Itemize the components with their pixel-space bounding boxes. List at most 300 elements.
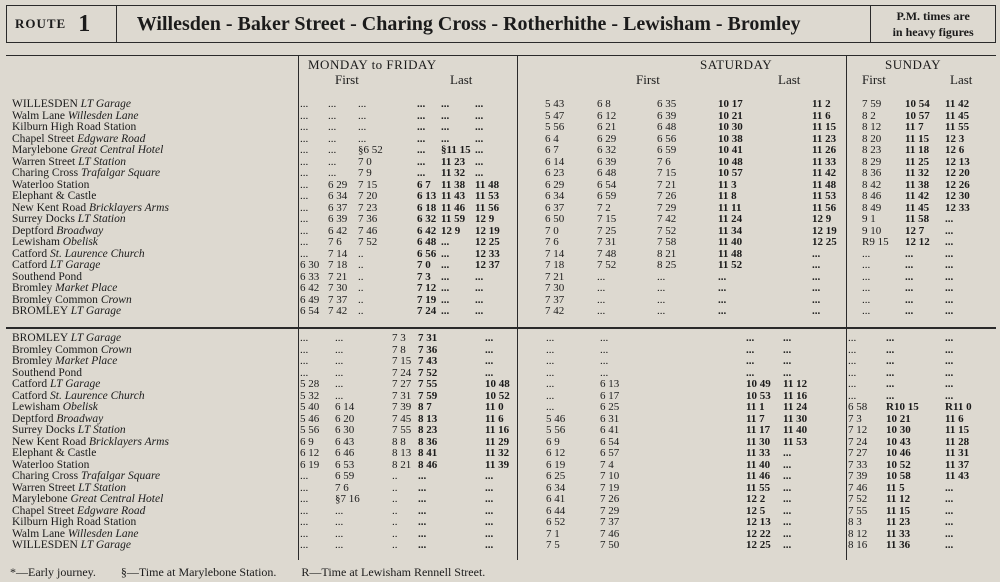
- time-cell: 6 33: [300, 270, 320, 283]
- time-cell: 12 9: [812, 213, 832, 225]
- stop-name-main: Warren Street: [12, 155, 79, 168]
- time-cell: 8 23: [418, 424, 438, 436]
- stop-name-detail: LT Station: [78, 155, 126, 168]
- time-cell: ...: [335, 516, 344, 528]
- time-cell: 11 36: [886, 539, 911, 551]
- time-cell: 7 0: [417, 259, 431, 271]
- time-cell: ...: [418, 493, 427, 505]
- time-column: [597, 99, 616, 318]
- time-cell: 8 36: [862, 167, 882, 179]
- time-cell: 8 3: [848, 516, 862, 528]
- time-column: [392, 333, 411, 552]
- time-cell: 6 39: [328, 213, 348, 225]
- time-cell: 6 30: [335, 424, 355, 436]
- time-cell: ...: [300, 366, 309, 379]
- time-cell: 6 58: [848, 401, 868, 413]
- time-cell: 7 33: [848, 458, 868, 471]
- time-cell: 11 46: [441, 201, 466, 214]
- time-cell: ...: [848, 389, 857, 402]
- time-cell: 6 39: [597, 155, 617, 168]
- time-cell: 10 43: [886, 435, 911, 448]
- time-cell: 6 34: [546, 481, 566, 494]
- time-cell: 11 48: [812, 178, 837, 191]
- time-cell: 7 25: [597, 224, 617, 237]
- time-cell: 7 27: [848, 447, 868, 459]
- time-column: [441, 99, 471, 318]
- stop-name-detail: LT Station: [77, 213, 126, 225]
- time-cell: 7 52: [657, 224, 677, 237]
- time-cell: 7 0: [545, 224, 559, 237]
- time-cell: ...: [475, 144, 484, 156]
- time-cell: ...: [300, 470, 309, 482]
- time-cell: ...: [597, 282, 606, 294]
- time-cell: ...: [300, 343, 309, 356]
- route-box: [7, 6, 117, 42]
- footnote-marylebone: §—Time at Marylebone Station.: [120, 565, 277, 579]
- time-cell: ...: [945, 366, 954, 379]
- time-cell: ...: [718, 305, 727, 317]
- time-cell: 6 48: [417, 236, 437, 248]
- time-cell: 10 52: [485, 389, 510, 402]
- time-cell: 7 48: [597, 247, 617, 260]
- time-cell: ...: [862, 282, 871, 294]
- time-cell: 7 45: [392, 412, 412, 425]
- stop-name-main: BROMLEY: [12, 332, 71, 344]
- time-cell: ...: [783, 447, 792, 459]
- time-cell: 5 28: [300, 378, 320, 390]
- time-cell: 12 7: [905, 224, 925, 237]
- time-column: [945, 333, 972, 552]
- time-cell: ...: [862, 247, 871, 260]
- time-cell: 6 19: [546, 458, 566, 471]
- time-cell: 11 55: [945, 121, 970, 133]
- time-cell: 11 34: [718, 224, 743, 237]
- stop-name-detail: Great Central Hotel: [70, 144, 164, 156]
- time-cell: 10 58: [886, 470, 911, 482]
- time-cell: ..: [392, 470, 398, 482]
- time-cell: 7 14: [545, 247, 565, 260]
- time-cell: 6 54: [600, 435, 620, 448]
- time-cell: ...: [417, 155, 426, 168]
- time-column: [546, 333, 565, 552]
- time-cell: 12 13: [746, 516, 771, 528]
- time-cell: ...: [485, 343, 494, 356]
- stop-name-main: Lewisham: [12, 401, 63, 413]
- stop-name-detail: LT Garage: [80, 98, 132, 110]
- time-cell: ...: [812, 293, 821, 306]
- time-cell: ...: [475, 98, 484, 110]
- time-cell: ...: [358, 98, 367, 110]
- time-cell: 6 42: [417, 224, 437, 237]
- pm-note: [870, 6, 995, 42]
- time-cell: ...: [848, 343, 857, 356]
- time-cell: 10 38: [718, 132, 743, 145]
- time-cell: 11 46: [746, 470, 771, 482]
- time-cell: 6 50: [545, 213, 565, 225]
- stop-name-detail: Market Place: [55, 355, 118, 367]
- time-cell: 11 38: [905, 178, 930, 191]
- time-cell: 6 17: [600, 389, 620, 402]
- time-cell: 6 56: [417, 247, 437, 260]
- time-cell: ...: [812, 259, 821, 271]
- time-cell: 6 49: [300, 293, 320, 306]
- time-cell: 7 27: [392, 378, 412, 390]
- time-cell: ..: [392, 493, 398, 505]
- time-cell: ...: [546, 343, 555, 356]
- time-cell: 11 6: [485, 412, 504, 425]
- time-cell: ...: [417, 167, 426, 179]
- time-cell: 8 12: [862, 121, 882, 133]
- time-cell: §7 16: [335, 493, 360, 505]
- stop-name-detail: Crown: [100, 343, 132, 356]
- time-cell: 7 3: [392, 332, 406, 344]
- time-cell: 6 29: [545, 178, 565, 191]
- time-cell: 7 36: [358, 213, 378, 225]
- time-cell: 7 14: [328, 247, 348, 260]
- time-cell: ...: [783, 332, 792, 344]
- time-cell: 11 18: [905, 144, 930, 156]
- time-cell: 7 31: [418, 332, 438, 344]
- time-cell: 9 1: [862, 213, 876, 225]
- heading-sun-last: Last: [950, 72, 973, 87]
- time-cell: 11 39: [485, 458, 510, 471]
- stop-name-main: Charing Cross: [12, 167, 81, 179]
- time-cell: 8 20: [862, 132, 882, 145]
- time-column: [848, 333, 867, 552]
- time-cell: 7 42: [545, 305, 565, 317]
- time-cell: 6 42: [300, 282, 320, 294]
- time-cell: 6 9: [546, 435, 560, 448]
- time-cell: 12 25: [746, 539, 771, 551]
- time-cell: ...: [300, 504, 309, 517]
- time-cell: 11 3: [718, 178, 737, 191]
- time-cell: 7 46: [848, 481, 868, 494]
- time-cell: 11 37: [945, 458, 970, 471]
- divider-stops: [298, 55, 299, 560]
- time-cell: 11 2: [812, 98, 831, 110]
- stop-name-detail: Trafalgar Square: [81, 167, 161, 179]
- time-cell: ...: [546, 378, 555, 390]
- time-cell: 10 46: [886, 447, 911, 459]
- time-cell: ...: [945, 516, 954, 528]
- time-cell: 7 12: [848, 424, 868, 436]
- time-cell: ...: [441, 282, 450, 294]
- time-cell: ...: [418, 516, 427, 528]
- time-cell: ...: [300, 224, 309, 237]
- time-cell: 10 57: [718, 167, 743, 179]
- time-cell: ...: [945, 332, 954, 344]
- time-cell: 11 7: [746, 412, 765, 425]
- time-cell: 12 19: [475, 224, 500, 237]
- inbound-stop-list: [12, 333, 169, 552]
- time-cell: 7 15: [657, 167, 677, 179]
- time-cell: ...: [945, 259, 954, 271]
- heading-sat-last: Last: [778, 72, 801, 87]
- time-cell: ..: [358, 282, 364, 294]
- time-cell: 10 21: [718, 109, 743, 122]
- time-cell: ...: [441, 121, 450, 133]
- time-cell: 8 7: [418, 401, 432, 413]
- time-cell: 7 19: [417, 293, 437, 306]
- time-cell: 10 21: [886, 412, 911, 425]
- time-cell: 7 5: [546, 539, 560, 551]
- time-cell: 8 41: [418, 447, 438, 459]
- time-cell: 7 43: [418, 355, 438, 367]
- time-cell: 6 29: [597, 132, 617, 145]
- time-cell: ...: [300, 201, 309, 214]
- stop-name-detail: Trafalgar Square: [81, 470, 161, 482]
- time-cell: ...: [485, 504, 494, 517]
- time-cell: ..: [358, 247, 364, 260]
- time-cell: ..: [392, 516, 398, 528]
- time-cell: 5 46: [546, 412, 566, 425]
- time-cell: ...: [718, 270, 727, 283]
- time-cell: 8 46: [418, 458, 438, 471]
- time-cell: ...: [475, 270, 484, 283]
- stop-name-detail: Obelisk: [62, 236, 98, 248]
- stop-name-main: Marylebone: [12, 493, 71, 505]
- time-cell: 7 19: [600, 481, 620, 494]
- stop-name-main: Kilburn High Road Station: [12, 516, 137, 528]
- time-cell: ...: [441, 305, 450, 317]
- time-cell: R9 15: [862, 236, 889, 248]
- time-cell: ...: [597, 305, 606, 317]
- time-cell: ...: [848, 366, 857, 379]
- time-cell: 6 34: [545, 190, 565, 202]
- time-cell: 6 46: [335, 447, 355, 459]
- time-cell: 11 42: [812, 167, 837, 179]
- time-cell: ...: [945, 355, 954, 367]
- time-cell: ...: [783, 493, 792, 505]
- time-cell: 11 32: [485, 447, 510, 459]
- time-cell: 7 52: [597, 259, 617, 271]
- stop-name-main: Surrey Docks: [12, 213, 78, 225]
- time-cell: ...: [746, 343, 755, 356]
- time-column: [335, 333, 360, 552]
- time-cell: ...: [328, 167, 337, 179]
- time-cell: 7 55: [848, 504, 868, 517]
- time-cell: 7 21: [545, 270, 565, 283]
- stop-name-detail: Willesden Lane: [67, 527, 139, 540]
- time-cell: 6 7: [417, 178, 431, 191]
- footnotes: [10, 565, 507, 580]
- stop-name-detail: LT Station: [77, 424, 126, 436]
- time-cell: 6 54: [597, 178, 617, 191]
- time-cell: 8 12: [848, 527, 868, 540]
- time-cell: 6 25: [600, 401, 620, 413]
- direction-divider: [6, 327, 996, 329]
- time-cell: 10 49: [746, 378, 771, 390]
- time-cell: 7 31: [392, 389, 412, 402]
- time-cell: 6 25: [546, 470, 566, 482]
- stop-name-detail: LT Garage: [70, 332, 122, 344]
- time-cell: 11 29: [485, 435, 510, 448]
- time-cell: 6 53: [335, 458, 355, 471]
- time-cell: 11 23: [812, 132, 837, 145]
- time-cell: 6 14: [545, 155, 565, 168]
- stop-name-main: WILLESDEN: [12, 539, 81, 551]
- time-cell: 11 11: [718, 201, 742, 214]
- stop-name-main: New Kent Road: [12, 435, 89, 448]
- time-cell: ...: [441, 270, 450, 283]
- time-cell: 11 32: [905, 167, 930, 179]
- time-cell: 12 37: [475, 259, 500, 271]
- time-cell: ...: [886, 332, 895, 344]
- stop-name-main: Bromley: [12, 282, 56, 294]
- time-cell: §6 52: [358, 144, 383, 156]
- time-cell: 8 46: [862, 190, 882, 202]
- time-cell: 5 43: [545, 98, 565, 110]
- time-cell: 11 53: [475, 190, 500, 202]
- time-cell: 7 6: [335, 481, 349, 494]
- divider-sat: [846, 55, 847, 560]
- time-cell: 6 43: [335, 435, 355, 448]
- stop-name-detail: Bricklayers Arms: [88, 201, 169, 214]
- time-cell: ...: [441, 236, 450, 248]
- time-cell: ...: [335, 539, 344, 551]
- time-cell: 7 24: [392, 366, 412, 379]
- time-cell: 12 12: [905, 236, 930, 248]
- time-cell: 10 30: [718, 121, 743, 133]
- time-cell: 6 4: [545, 132, 559, 145]
- time-cell: ...: [812, 270, 821, 283]
- time-cell: R10 15: [886, 401, 919, 413]
- time-cell: 7 46: [358, 224, 378, 237]
- time-cell: 7 29: [657, 201, 677, 214]
- time-cell: 11 55: [746, 481, 771, 494]
- time-cell: ...: [848, 355, 857, 367]
- pm-note-line-1: P.M. times are: [896, 9, 970, 23]
- time-cell: 7 18: [545, 259, 565, 271]
- time-cell: 5 56: [545, 121, 565, 133]
- stop-name-main: Waterloo Station: [12, 458, 90, 471]
- time-cell: 7 15: [597, 213, 617, 225]
- time-cell: ..: [392, 539, 398, 551]
- time-cell: ...: [905, 282, 914, 294]
- stop-name-main: Elephant & Castle: [12, 447, 97, 459]
- time-cell: ...: [597, 293, 606, 306]
- time-cell: 7 26: [600, 493, 620, 505]
- time-cell: 7 55: [392, 424, 412, 436]
- time-cell: ...: [546, 332, 555, 344]
- stop-name-detail: Willesden Lane: [67, 109, 139, 122]
- time-cell: 7 55: [418, 378, 438, 390]
- time-cell: ...: [300, 527, 309, 540]
- time-cell: 7 39: [392, 401, 412, 413]
- time-cell: 6 8: [597, 98, 611, 110]
- stop-name-main: Catford: [12, 259, 51, 271]
- time-cell: ...: [328, 121, 337, 133]
- time-cell: 11 48: [718, 247, 743, 260]
- time-cell: 6 41: [600, 424, 620, 436]
- time-column: [485, 333, 510, 552]
- time-cell: ...: [475, 109, 484, 122]
- route-label: ROUTE: [15, 16, 67, 31]
- time-cell: ...: [417, 109, 426, 122]
- time-cell: ...: [886, 355, 895, 367]
- time-cell: 7 37: [600, 516, 620, 528]
- time-cell: ...: [358, 121, 367, 133]
- time-cell: ...: [418, 481, 427, 494]
- time-cell: 11 56: [812, 201, 837, 214]
- time-cell: 6 48: [597, 167, 617, 179]
- time-cell: 7 59: [862, 98, 882, 110]
- time-cell: 7 46: [600, 527, 620, 540]
- time-cell: 8 16: [848, 539, 868, 551]
- time-cell: 7 31: [597, 236, 617, 248]
- time-cell: 11 6: [945, 412, 964, 425]
- time-cell: 7 24: [417, 305, 437, 317]
- stop-name-detail: Broadway: [56, 412, 104, 425]
- time-cell: 12 25: [812, 236, 837, 248]
- time-cell: 11 0: [485, 401, 504, 413]
- time-cell: 7 26: [657, 190, 677, 202]
- time-cell: ...: [783, 355, 792, 367]
- time-cell: 11 45: [945, 109, 970, 122]
- time-cell: ...: [418, 504, 427, 517]
- time-cell: 6 42: [328, 224, 348, 237]
- time-cell: 11 25: [905, 155, 930, 168]
- time-cell: 8 25: [657, 259, 677, 271]
- time-cell: ..: [358, 259, 364, 271]
- time-cell: ..: [358, 270, 364, 283]
- stop-name-detail: LT Garage: [50, 259, 101, 271]
- stop-name: [12, 306, 169, 318]
- time-cell: ...: [441, 293, 450, 306]
- time-cell: ...: [546, 389, 555, 402]
- divider-mf: [517, 55, 518, 560]
- time-cell: 11 15: [886, 504, 911, 517]
- heading-mf-first: First: [335, 72, 359, 87]
- time-cell: 7 21: [657, 178, 677, 191]
- time-cell: 11 33: [886, 527, 911, 540]
- time-cell: ..: [358, 305, 364, 317]
- time-cell: 12 26: [945, 178, 970, 191]
- time-cell: 6 13: [600, 378, 620, 390]
- time-column: [417, 99, 436, 318]
- stop-name-detail: Market Place: [55, 282, 118, 294]
- stop-name-main: Lewisham: [12, 236, 63, 248]
- time-cell: 12 20: [945, 167, 970, 179]
- time-cell: 11 24: [718, 213, 743, 225]
- stop-name-detail: Great Central Hotel: [70, 493, 164, 505]
- time-cell: 6 9: [300, 435, 314, 448]
- time-cell: ...: [485, 493, 494, 505]
- time-cell: ..: [358, 293, 364, 306]
- time-cell: 6 19: [300, 458, 320, 471]
- time-cell: 11 43: [945, 470, 970, 482]
- time-cell: 7 15: [358, 178, 378, 191]
- time-cell: 11 12: [886, 493, 911, 505]
- time-cell: ...: [718, 282, 727, 294]
- heading-sun-first: First: [862, 72, 886, 87]
- time-cell: 8 42: [862, 178, 882, 191]
- stop-name-main: Walm Lane: [12, 109, 68, 122]
- time-cell: 12 19: [812, 224, 837, 237]
- time-cell: ...: [945, 481, 954, 494]
- time-cell: ...: [600, 366, 609, 379]
- stop-name-main: Charing Cross: [12, 470, 81, 482]
- time-cell: ...: [783, 481, 792, 494]
- time-cell: ...: [335, 378, 344, 390]
- time-cell: 10 48: [485, 378, 510, 390]
- time-cell: ...: [905, 270, 914, 283]
- time-cell: 5 56: [300, 424, 320, 436]
- stop-name-main: Catford: [12, 389, 51, 402]
- time-cell: ...: [300, 167, 309, 179]
- time-cell: ...: [945, 305, 954, 317]
- footnote-lewisham: R—Time at Lewisham Rennell Street.: [301, 565, 486, 579]
